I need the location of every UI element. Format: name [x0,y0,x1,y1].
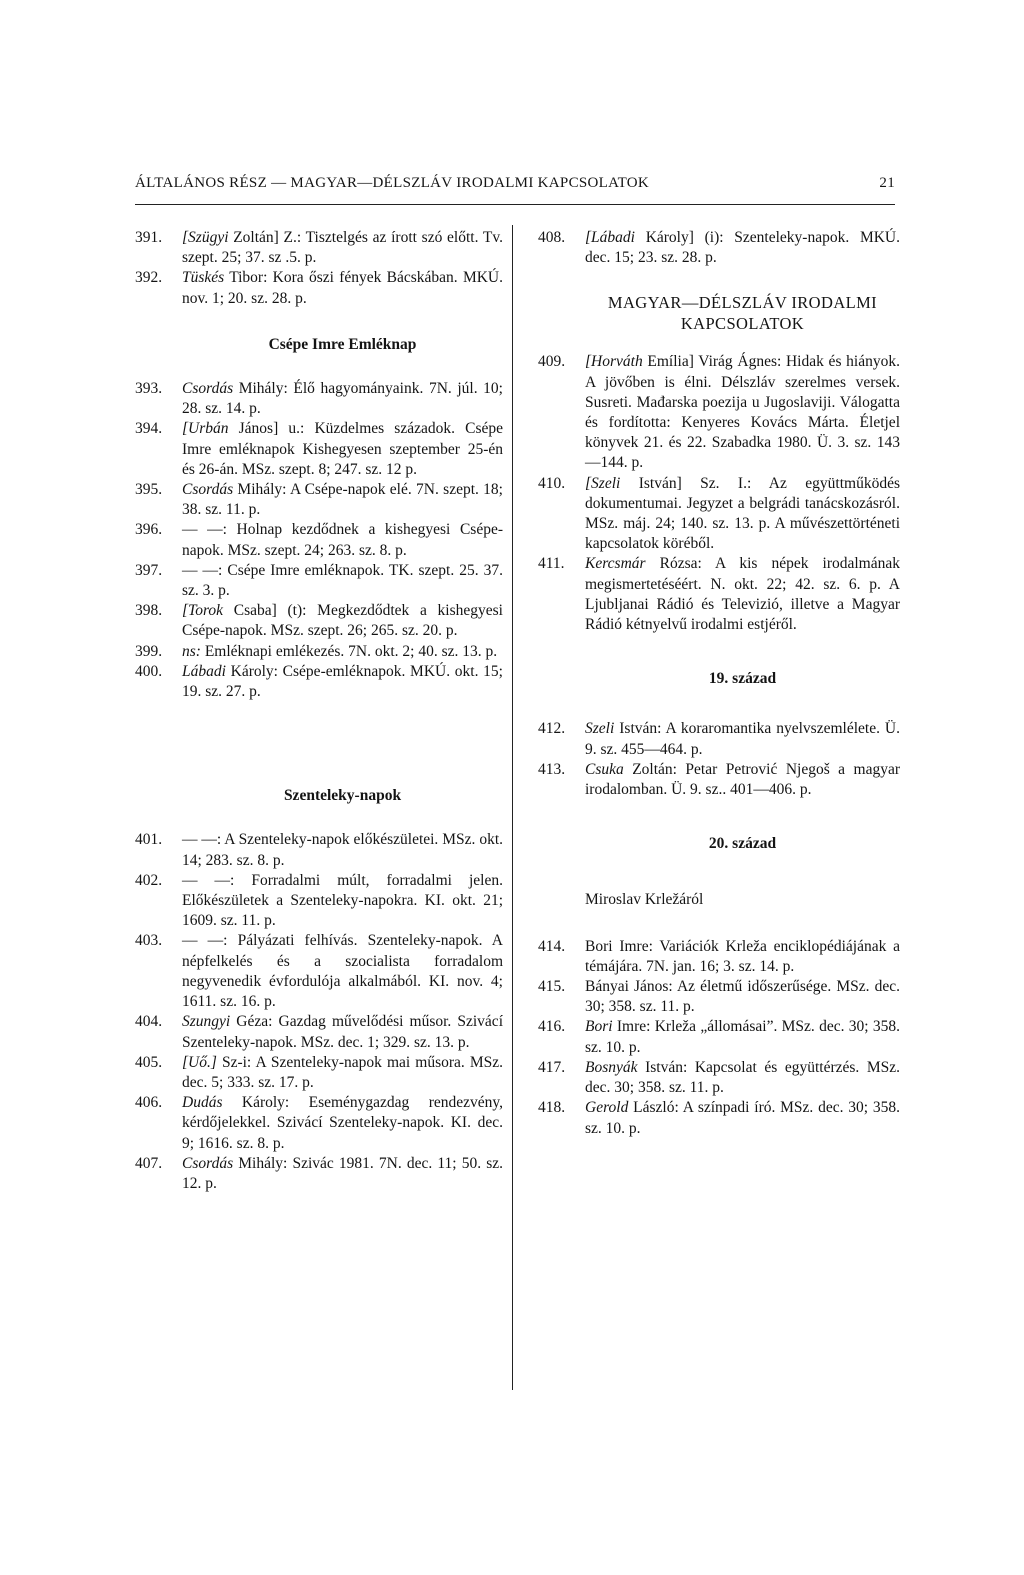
bibliography-entry [538,1098,900,1138]
entry-text: Rózsa: A kis népek irodalmának megismertetéséért. N. okt. 22; 42. sz. 6. p. A Ljubljanai Rádió és Televizió, illetve a Magyar Rádió kétnyelvű irodalmi estjéről. [585,555,900,634]
subsection-heading-krleza: Miroslav Krležáról [585,891,704,909]
entry-group [538,719,900,800]
entry-author: Csordás [182,481,234,499]
bibliography-entry [538,1017,900,1057]
entry-text: Mihály: Szivác 1981. 7N. dec. 11; 50. sz. 12. p. [182,1154,503,1192]
entry-text: Zoltán: Petar Petrović Njegoš a magyar irodalomban. Ü. 9. sz.. 401—406. p. [585,760,900,799]
entry-number: 415. [538,978,566,996]
entry-text: István: Kapcsolat és együttérzés. MSz. dec. 30; 358. sz. 11. p. [585,1058,900,1097]
entry-author: Csordás [182,1154,234,1172]
entry-text: Géza: Gazdag művelődési műsor. Szivácí Szenteleky-napok. MSz. dec. 1; 329. sz. 13. p. [182,1013,503,1051]
right-column [538,228,900,1139]
entry-text: Csaba] (t): Megkezdődtek a kishegyesi Csépe-napok. MSz. szept. 26; 265. sz. 20. p. [182,602,503,640]
entry-number: 393. [135,380,163,398]
entry-number: 418. [538,1099,566,1117]
entry-group [135,830,503,1194]
entry-text: — —: Pályázati felhívás. Szenteleky-napok. A népfelkelés és a szocialista forradalom negyvenedik évfordulója alkalmából. KI. nov. 4; 1611. sz. 16. p. [182,932,503,1011]
bibliography-entry [135,561,503,601]
entry-number: 400. [135,662,163,680]
entry-number: 417. [538,1058,566,1076]
entry-author: [Szeli [585,474,621,492]
bibliography-entry [538,1058,900,1098]
left-column [135,228,503,1194]
entry-author: Szungyi [182,1013,231,1031]
entry-author: [Lábadi [585,229,635,246]
entry-group [538,937,900,1139]
bibliography-entry [135,419,503,480]
entry-text: Bori Imre: Variációk Krleža enciklopédiájának a témájára. 7N. jan. 16; 3. sz. 14. p. [585,937,900,975]
entry-number: 397. [135,561,163,579]
bibliography-entry [135,480,503,520]
entry-number: 399. [135,642,163,660]
entry-number: 403. [135,932,163,950]
entry-text: Károly] (i): Szenteleky-napok. MKÚ. dec. 15; 23. sz. 28. p. [585,229,900,267]
entry-number: 394. [135,420,163,438]
entry-group [538,228,900,268]
bibliography-entry [135,1012,503,1052]
section-heading-19-szazad: 19. század [708,670,777,688]
bibliography-entry [135,268,503,308]
bibliography-entry [135,1154,503,1194]
entry-text: István: A koraromantika nyelvszemlélete. Ü. 9. sz. 455—464. p. [585,720,900,758]
entry-group [135,379,503,702]
entry-text: Tibor: Kora őszi fények Bácskában. MKÚ. nov. 1; 20. sz. 28. p. [182,269,503,307]
page-number: 21 [879,175,895,191]
entry-text: István] Sz. I.: Az együttműködés dokumentumai. Jegyzet a belgrádi tanácskozásról. MSz. máj. 24; 140. sz. 13. p. A művészettörténeti kapcsolatok köréből. [585,474,900,553]
entry-number: 410. [538,474,566,492]
bibliography-entry [135,830,503,870]
bibliography-entry [538,760,900,800]
entry-text: Mihály: A Csépe-napok elé. 7N. szept. 18; 38. sz. 11. p. [182,481,503,519]
bibliography-entry [538,554,900,635]
entry-text: László: A színpadi író. MSz. dec. 30; 358. sz. 10. p. [585,1099,900,1137]
bibliography-entry [135,871,503,932]
entry-number: 392. [135,269,163,287]
entry-text: Emléknapi emlékezés. 7N. okt. 2; 40. sz. 13. p. [200,642,498,660]
entry-text: Károly: Csépe-emléknapok. MKÚ. okt. 15; 19. sz. 27. p. [182,662,503,701]
entry-author: Csordás [182,380,234,398]
entry-text: Mihály: Élő hagyományaink. 7N. júl. 10; 28. sz. 14. p. [182,380,503,418]
bibliography-entry [135,1053,503,1093]
entry-author: Csuka [585,760,624,778]
bibliography-entry [135,228,503,268]
entry-number: 395. [135,481,163,499]
running-header-title: ÁLTALÁNOS RÉSZ — MAGYAR—DÉLSZLÁV IRODALMI KAPCSOLATOK [135,175,650,191]
entry-author: [Horváth [585,353,643,371]
bibliography-entry [135,520,503,560]
entry-author: Kercsmár [585,555,646,573]
entry-number: 407. [135,1154,163,1172]
entry-author: [Uő.] [182,1053,217,1071]
bibliography-entry [538,719,900,759]
entry-author: Gerold [585,1099,629,1117]
entry-number: 404. [135,1013,163,1031]
bibliography-entry [135,662,503,702]
entry-number: 413. [538,760,566,778]
section-heading-csepe: Csépe Imre Emléknap [268,335,417,353]
bibliography-entry [538,352,900,473]
entry-group [538,352,900,635]
bibliography-entry [135,601,503,641]
section-heading-magyar-delszlav: MAGYAR—DÉLSZLÁV IRODALMI KAPCSOLATOK [607,293,878,334]
entry-number: 411. [538,555,565,573]
column-divider [512,225,513,1390]
entry-number: 414. [538,937,566,955]
entry-number: 401. [135,831,163,849]
entry-number: 405. [135,1053,163,1071]
entry-group [135,228,503,309]
bibliography-entry [135,1093,503,1154]
entry-author: Bosnyák [585,1058,638,1076]
bibliography-entry [538,977,900,1017]
entry-author: ns: [182,642,201,660]
entry-text: Bányai János: Az életmű időszerűsége. MSz. dec. 30; 358. sz. 11. p. [585,978,900,1016]
entry-number: 408. [538,229,566,246]
running-header [135,175,895,192]
entry-text: Emília] Virág Ágnes: Hidak és hiányok. A jövőben is élni. Délszláv szerelmes versek. Susreti. Mađarska poezija u Jugoslaviji. Válogatta és fordította: Kenyeres Kovács Márta. Életjel könyvek 21. és 22. Szabadka 1980. Ü. 3. sz. 143—144. p. [585,353,900,472]
entry-author: Szeli [585,720,615,738]
entry-number: 409. [538,353,566,371]
section-heading-20-szazad: 20. század [708,835,777,853]
entry-number: 416. [538,1018,566,1036]
bibliography-entry [538,937,900,977]
entry-number: 406. [135,1094,163,1112]
bibliography-entry [135,379,503,419]
bibliography-entry [135,931,503,1012]
entry-text: — —: A Szenteleky-napok előkészületei. MSz. okt. 14; 283. sz. 8. p. [182,831,503,869]
entry-author: [Szügyi [182,229,229,246]
entry-author: Lábadi [182,662,226,680]
entry-number: 402. [135,871,163,889]
section-heading-szenteleky: Szenteleky-napok [283,787,402,805]
entry-text: — —: Holnap kezdődnek a kishegyesi Csépe-napok. MSz. szept. 24; 263. sz. 8. p. [182,521,503,559]
entry-author: Dudás [182,1094,223,1112]
bibliography-entry [538,228,900,268]
entry-author: [Urbán [182,420,229,438]
entry-text: — —: Forradalmi múlt, forradalmi jelen. Előkészületek a Szenteleky-napokra. KI. okt. 21; 1609. sz. 11. p. [182,871,503,930]
entry-author: Bori [585,1018,613,1036]
entry-text: Imre: Krleža „állomásai”. MSz. dec. 30; 358. sz. 10. p. [585,1018,900,1056]
entry-number: 391. [135,229,163,246]
entry-text: Sz-i: A Szenteleky-napok mai műsora. MSz. dec. 5; 333. sz. 17. p. [182,1053,503,1091]
header-rule [135,204,895,205]
entry-number: 412. [538,720,566,738]
bibliography-entry [538,474,900,555]
entry-number: 396. [135,521,163,539]
entry-text: Károly: Eseménygazdag rendezvény, kérdőjelekkel. Szivácí Szenteleky-napok. KI. dec. 9; 1616. sz. 8. p. [182,1094,503,1152]
entry-number: 398. [135,602,163,620]
entry-author: [Torok [182,602,224,620]
entry-text: Zoltán] Z.: Tisztelgés az írott szó előtt. Tv. szept. 25; 37. sz .5. p. [182,229,503,267]
entry-author: Tüskés [182,269,225,287]
entry-text: — —: Csépe Imre emléknapok. TK. szept. 25. 37. sz. 3. p. [182,561,503,600]
entry-text: János] u.: Küzdelmes századok. Csépe Imre emléknapok Kishegyesen szeptember 25-én és 26-án. MSz. szept. 8; 247. sz. 12 p. [182,420,503,478]
bibliography-entry [135,642,503,662]
